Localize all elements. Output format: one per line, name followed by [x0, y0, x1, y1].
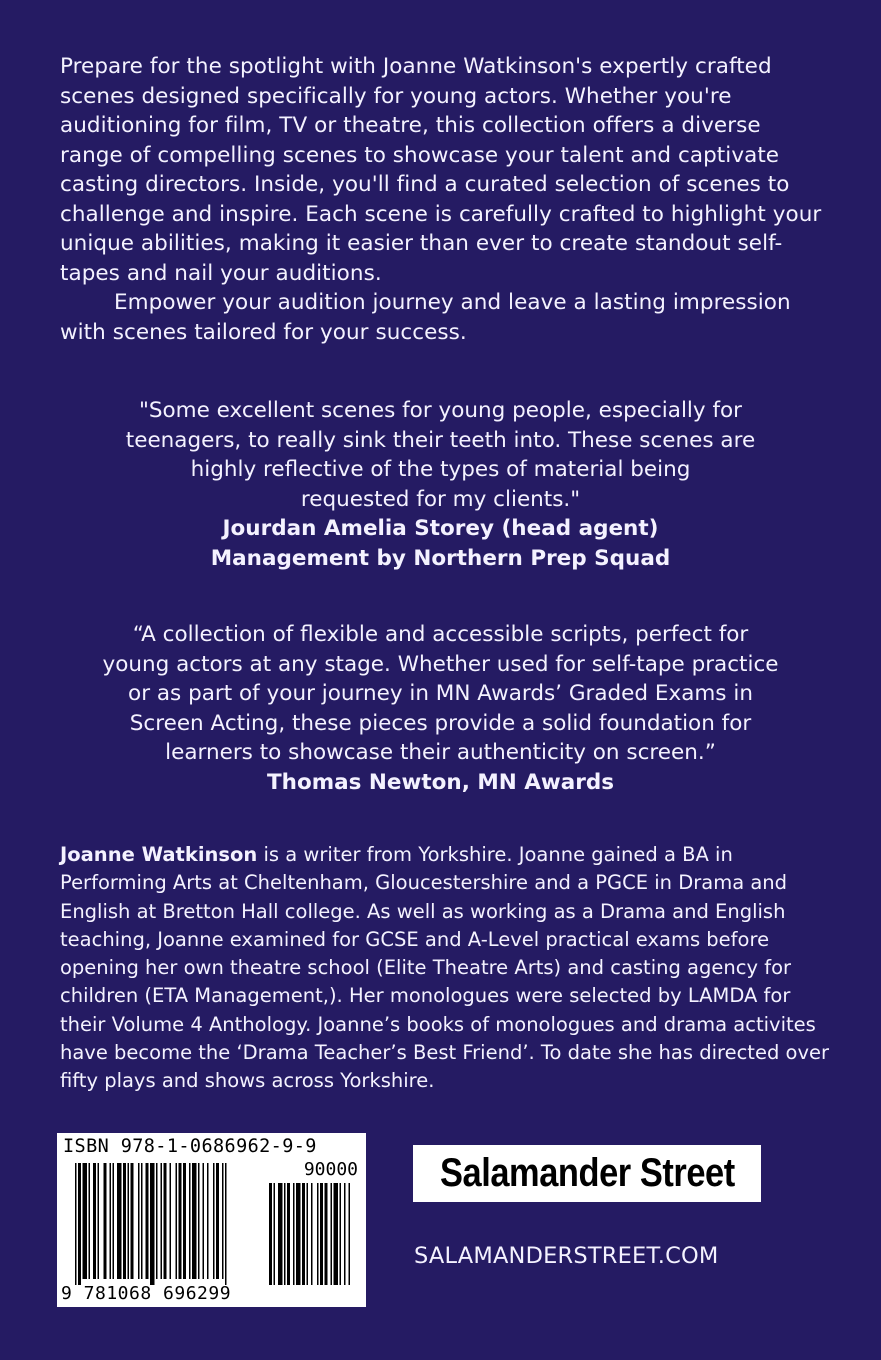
publisher-name: Salamander Street: [439, 1151, 735, 1195]
isbn-barcode: [57, 1133, 366, 1307]
blurb-paragraph-1: Prepare for the spotlight with Joanne Watkinson's expertly crafted scenes designed specifically for young actors. Whether you're auditioning for film, TV or theatre, this collection offers a diverse range of compelling scenes to showcase your talent and captivate casting directors. Inside, you'll find a curated selection of scenes to challenge and inspire. Each scene is carefully crafted to highlight your unique abilities, making it easier than ever to create standout self-tapes and nail your auditions.: [60, 54, 822, 286]
barcode-bar: [78, 1163, 81, 1285]
barcode-addon-bar: [293, 1183, 295, 1285]
barcode-addon-code: 90000: [303, 1159, 358, 1180]
barcode-bar: [179, 1163, 182, 1279]
quote-line: “A collection of flexible and accessible scripts, perfect for: [132, 622, 749, 647]
barcode-bar: [113, 1163, 115, 1279]
barcode-addon-bar: [340, 1183, 342, 1285]
barcode-bar: [93, 1163, 96, 1279]
barcode-bar: [150, 1163, 155, 1285]
quote-line: "Some excellent scenes for young people, especially for: [138, 398, 743, 423]
barcode-bar: [192, 1163, 197, 1279]
barcode-addon-bar: [287, 1183, 290, 1285]
quote-line: learners to showcase their authenticity on screen.”: [165, 740, 716, 765]
publisher-website: SALAMANDERSTREET.COM: [414, 1243, 719, 1269]
author-bio-text: is a writer from Yorkshire. Joanne gained a BA in Performing Arts at Cheltenham, Gloucestershire and a PGCE in Drama and English at Bretton Hall college. As well as working as a Drama and English teaching, Joanne examined for GCSE and A-Level practical exams before opening her own theatre school (Elite Theatre Arts) and casting agency for children (ETA Management,). Her monologues were selected by LAMDA for their Volume 4 Anthology. Joanne’s books of monologues and drama activites have become the ‘Drama Teacher’s Best Friend’. To date she has directed over fifty plays and shows across Yorkshire.: [60, 843, 830, 1093]
barcode-bar: [75, 1163, 77, 1285]
barcode-addon-bar: [325, 1183, 328, 1285]
barcode-bar: [146, 1163, 149, 1279]
barcode-bar: [216, 1163, 219, 1279]
barcode-bar: [89, 1163, 91, 1279]
quote-attribution: Jourdan Amelia Storey (head agent): [222, 516, 659, 541]
barcode-addon-bar: [284, 1183, 286, 1285]
barcode-digits: 9 781068 696299: [61, 1283, 232, 1304]
publisher-logo: [413, 1145, 761, 1202]
barcode-bar: [198, 1163, 200, 1279]
quote-attribution: Thomas Newton, MN Awards: [266, 769, 615, 795]
barcode-bar: [131, 1163, 134, 1279]
barcode-addon-bar: [278, 1183, 283, 1285]
barcode-bar: [138, 1163, 140, 1279]
review-quote-2: [50, 620, 831, 797]
barcode-addon-bar: [334, 1183, 339, 1285]
barcode-bar: [117, 1163, 122, 1279]
barcode-bar: [225, 1163, 227, 1285]
barcode-addon-bar: [302, 1183, 305, 1285]
barcode-addon-bar: [307, 1183, 309, 1285]
barcode-addon-bar: [331, 1183, 333, 1285]
barcode-bar: [104, 1163, 107, 1279]
barcode-addon-bar: [311, 1183, 313, 1285]
barcode-bar: [110, 1163, 112, 1279]
barcode-bar: [156, 1163, 158, 1279]
quote-line: young actors at any stage. Whether used for self-tape practice: [102, 651, 779, 677]
barcode-addon-bar: [269, 1183, 272, 1285]
quote-line: requested for my clients.": [300, 486, 581, 512]
author-bio: [60, 841, 835, 1096]
quote-line: teenagers, to really sink their teeth into. These scenes are: [125, 427, 756, 453]
barcode-bar: [164, 1163, 167, 1279]
barcode-bar: [176, 1163, 178, 1279]
review-quote-1: [50, 396, 831, 573]
barcode-addon-bar: [317, 1183, 319, 1285]
barcode-bar: [207, 1163, 209, 1279]
barcode-addon-bar: [296, 1183, 301, 1285]
barcode-bar: [123, 1163, 126, 1279]
barcode-bar: [170, 1163, 172, 1279]
quote-line: or as part of your journey in MN Awards’ Graded Exams in: [128, 681, 753, 706]
barcode-bar: [83, 1163, 88, 1279]
author-bio-paragraph: [60, 841, 835, 1096]
quote-line: highly reflective of the types of material being: [190, 457, 691, 482]
barcode-bar: [189, 1163, 191, 1279]
barcode-addon-bar: [344, 1183, 346, 1285]
barcode-bar: [161, 1163, 163, 1279]
blurb-paragraph-2: Empower your audition journey and leave a lasting impression with scenes tailored for your success.: [60, 290, 791, 345]
barcode-bar: [128, 1163, 130, 1279]
barcode-addon-bar: [274, 1183, 276, 1285]
barcode-bar: [98, 1163, 100, 1279]
quote-attribution: Management by Northern Prep Squad: [210, 545, 671, 571]
barcode-bar: [183, 1163, 186, 1279]
barcode-bar: [213, 1163, 215, 1279]
barcode-addon-bar: [349, 1183, 351, 1285]
quote-line: Screen Acting, these pieces provide a solid foundation for: [129, 710, 752, 736]
isbn-label: ISBN 978-1-0686962-9-9: [63, 1136, 317, 1157]
barcode-bar: [222, 1163, 224, 1279]
barcode-bar: [203, 1163, 205, 1279]
book-blurb: [60, 52, 830, 347]
barcode-bar: [141, 1163, 143, 1279]
barcode-addon-bar: [320, 1183, 323, 1285]
author-name: Joanne Watkinson: [60, 843, 258, 866]
